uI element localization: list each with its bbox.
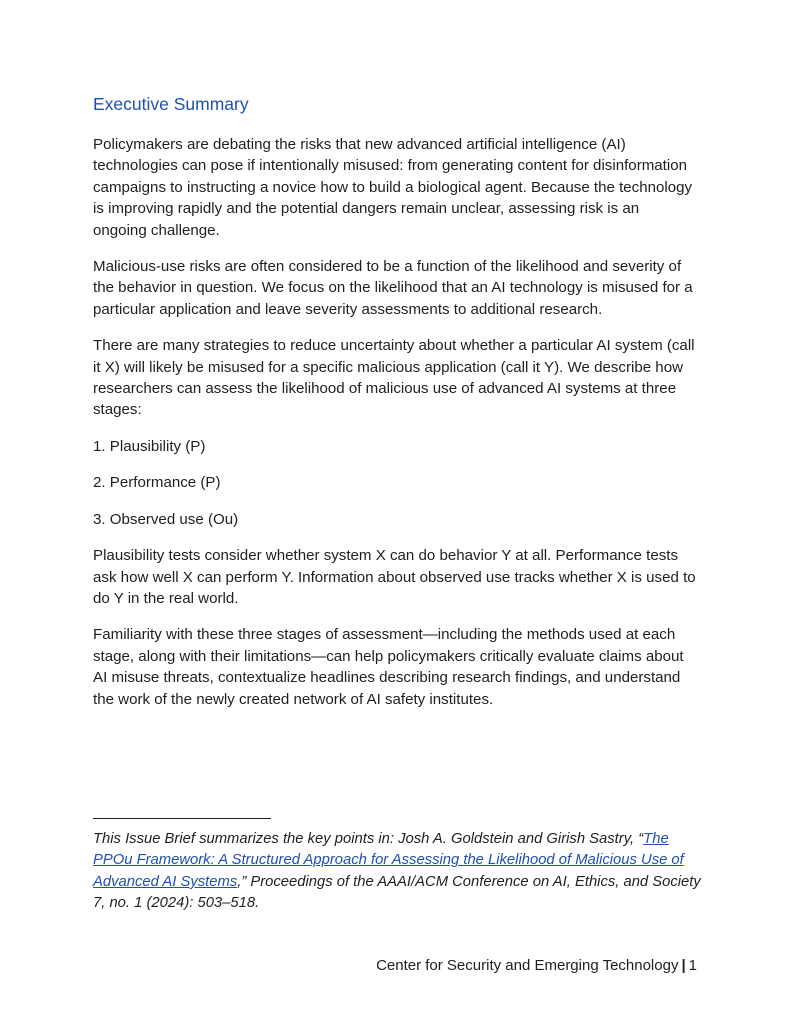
section-heading: Executive Summary	[93, 94, 249, 114]
paragraph-policymakers: Policymakers are debating the risks that new advanced artificial intelligence (AI) technologies can pose if intentionally misused: from generating content for disinformation campaigns to instructing a novice how to build a biological agent. Because the technology is improving rapidly and the potential dangers remain unclear, assessing risk is an ongoing challenge.	[93, 136, 693, 239]
paragraph-plausibility-tests: Plausibility tests consider whether system X can do behavior Y at all. Performance tests ask how well X can perform Y. Information about observed use tracks whether X is used to do Y in the real world.	[93, 547, 696, 607]
paragraph-familiarity: Familiarity with these three stages of assessment—including the methods used at each stage, along with their limitations—can help policymakers critically evaluate claims about AI misuse threats, contextualize headlines describing research findings, and understand the work of the newly created network of AI safety institutes.	[93, 626, 684, 708]
footer-separator: |	[681, 957, 686, 974]
paragraph-strategies: There are many strategies to reduce uncertainty about whether a particular AI system (call it X) will likely be misused for a specific malicious application (call it Y). We describe how researchers can assess the likelihood of malicious use of advanced AI systems at three stages:	[93, 337, 695, 419]
footer-organization: Center for Security and Emerging Technology	[376, 957, 679, 974]
page-number: 1	[688, 957, 697, 974]
stage-list-item: 3. Observed use (Ou)	[93, 510, 239, 528]
paper-link[interactable]: The PPOu Framework: A Structured Approach for Assessing the Likelihood of Malicious Use of Advanced AI Systems	[93, 831, 684, 890]
summary-body	[93, 134, 697, 725]
page-footer	[376, 957, 697, 974]
footnote	[93, 829, 701, 915]
stage-list-item: 1. Plausibility (P)	[93, 437, 206, 455]
footnote-suffix: ,” Proceedings of the AAAI/ACM Conference on AI, Ethics, and Society 7, no. 1 (2024): 503–518.	[93, 873, 701, 912]
stage-list-item: 2. Performance (P)	[93, 474, 221, 492]
footnote-prefix: This Issue Brief summarizes the key points in: Josh A. Goldstein and Girish Sastry, “	[93, 831, 644, 847]
paragraph-malicious-use: Malicious-use risks are often considered to be a function of the likelihood and severity of the behavior in question. We focus on the likelihood that an AI technology is misused for a particular application and leave severity assessments to additional research.	[93, 258, 693, 318]
footnote-divider	[93, 818, 271, 819]
